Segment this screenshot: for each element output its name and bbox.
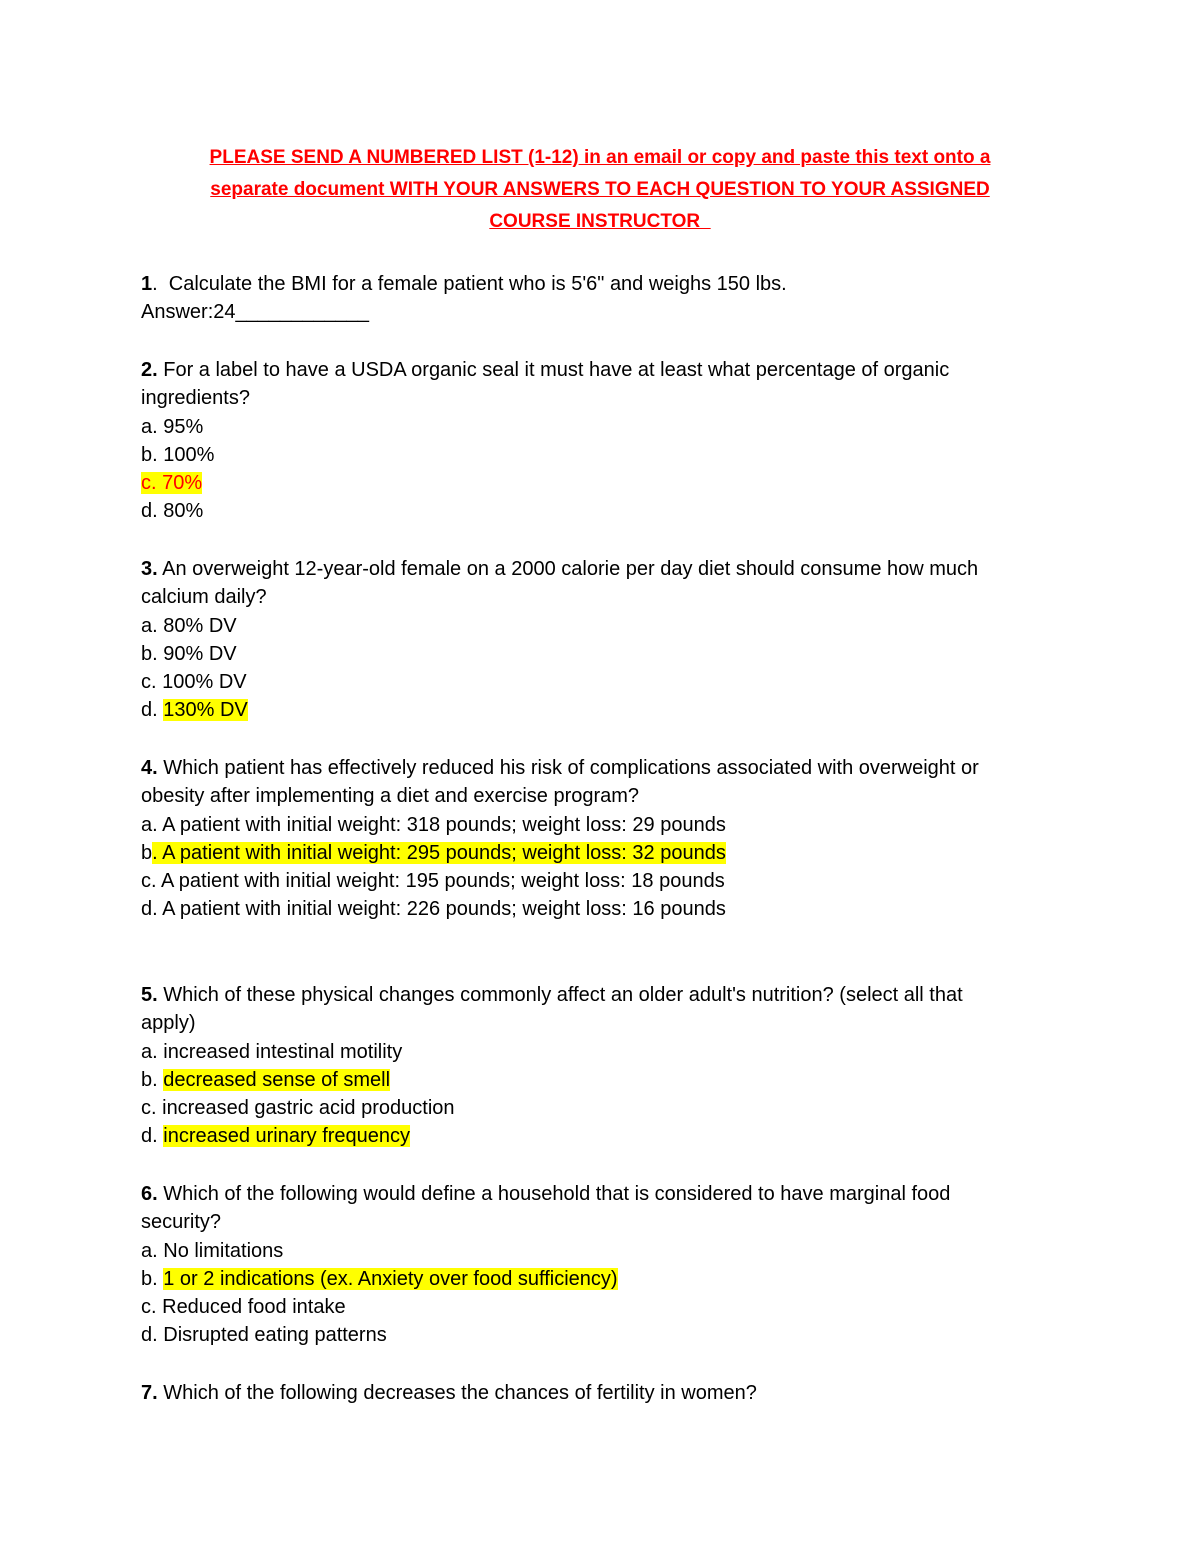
question-number: 1 <box>141 273 153 295</box>
question-3 <box>141 555 1061 725</box>
option-d-selected: d. increased urinary frequency <box>141 1125 411 1148</box>
question-text-continued: ingredients? <box>141 387 250 410</box>
highlighted-answer: 130% DV <box>163 699 248 722</box>
highlighted-answer: decreased sense of smell <box>163 1068 391 1091</box>
option-d-selected: d. 130% DV <box>141 699 248 722</box>
option-d: d. A patient with initial weight: 226 pounds; weight loss: 16 pounds <box>141 898 726 921</box>
option-d: d. 80% <box>141 500 204 523</box>
question-text: Which patient has effectively reduced his risk of complications associated with overweight or <box>157 757 979 779</box>
question-text: Which of the following would define a household that is considered to have marginal food <box>157 1183 951 1205</box>
highlighted-answer: 1 or 2 indications (ex. Anxiety over food sufficiency) <box>163 1267 618 1290</box>
header-line-1: PLEASE SEND A NUMBERED LIST (1-12) in an email or copy and paste this text onto a <box>209 147 991 168</box>
question-4 <box>141 754 1061 924</box>
highlighted-answer: c. 70% <box>141 472 203 495</box>
question-2 <box>141 356 1061 526</box>
question-7 <box>141 1379 1061 1407</box>
question-text: An overweight 12-year-old female on a 2000 calorie per day diet should consume how much <box>157 558 979 580</box>
option-b: b. 90% DV <box>141 642 237 665</box>
question-number: 5. <box>141 984 158 1006</box>
option-b-selected: b. A patient with initial weight: 295 pounds; weight loss: 32 pounds <box>141 841 726 864</box>
question-text-continued: security? <box>141 1211 222 1234</box>
option-a: a. increased intestinal motility <box>141 1040 403 1063</box>
option-c-selected <box>141 469 1061 497</box>
question-text: Which of the following decreases the chances of fertility in women? <box>157 1382 757 1404</box>
option-b-selected: b. 1 or 2 indications (ex. Anxiety over food sufficiency) <box>141 1267 618 1290</box>
option-a: a. 95% <box>141 415 204 438</box>
question-number: 3. <box>141 558 158 580</box>
option-c: c. increased gastric acid production <box>141 1097 455 1120</box>
option-a: a. A patient with initial weight: 318 pounds; weight loss: 29 pounds <box>141 813 726 836</box>
question-text: For a label to have a USDA organic seal it must have at least what percentage of organic <box>157 359 950 381</box>
instructions-header <box>140 142 1060 238</box>
question-number: 7. <box>141 1382 158 1404</box>
option-a: a. No limitations <box>141 1239 284 1262</box>
highlighted-answer: . A patient with initial weight: 295 pounds; weight loss: 32 pounds <box>152 841 726 864</box>
highlighted-answer: increased urinary frequency <box>163 1125 411 1148</box>
question-1 <box>141 270 1061 327</box>
option-c: c. Reduced food intake <box>141 1296 346 1319</box>
question-5 <box>141 981 1061 1151</box>
header-line-3: COURSE INSTRUCTOR <box>489 211 711 232</box>
option-c: c. 100% DV <box>141 671 247 694</box>
option-b: b. 100% <box>141 443 215 466</box>
answer-line: Answer:24____________ <box>141 301 369 324</box>
option-b-selected: b. decreased sense of smell <box>141 1068 391 1091</box>
question-number: 6. <box>141 1183 158 1205</box>
question-text-continued: calcium daily? <box>141 586 267 609</box>
question-text: . Calculate the BMI for a female patient who is 5'6" and weighs 150 lbs. <box>152 273 787 295</box>
question-text: Which of these physical changes commonly affect an older adult's nutrition? (select all that <box>157 984 963 1006</box>
option-d: d. Disrupted eating patterns <box>141 1324 387 1347</box>
question-text-continued: apply) <box>141 1012 196 1035</box>
header-line-2: separate document WITH YOUR ANSWERS TO EACH QUESTION TO YOUR ASSIGNED <box>210 179 990 200</box>
option-a: a. 80% DV <box>141 614 237 637</box>
question-text-continued: obesity after implementing a diet and exercise program? <box>141 785 640 808</box>
question-6 <box>141 1180 1061 1350</box>
question-number: 2. <box>141 359 158 381</box>
option-c: c. A patient with initial weight: 195 pounds; weight loss: 18 pounds <box>141 870 725 893</box>
question-number: 4. <box>141 757 158 779</box>
